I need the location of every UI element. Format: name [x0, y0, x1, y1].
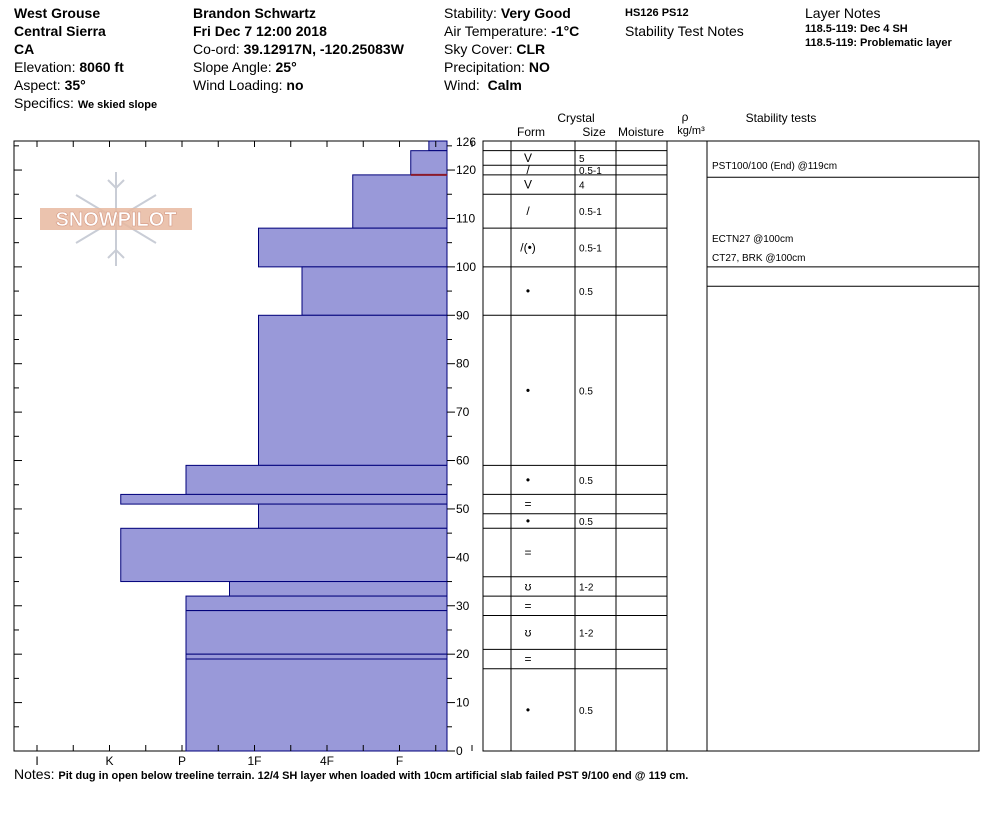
- layer-notes-title: Layer Notes: [805, 5, 881, 21]
- crystal-form-symbol: •: [525, 702, 531, 717]
- density-symbol: ρ: [681, 110, 689, 124]
- hardness-bars: [121, 141, 447, 751]
- hardness-bar: [121, 494, 447, 504]
- aspect: Aspect: 35°: [14, 77, 86, 93]
- crystal-size: 0.5-1: [579, 243, 602, 255]
- crystal-form-symbol: =: [524, 497, 532, 512]
- stability-test-result: ECTN27 @100cm: [712, 233, 794, 245]
- crystal-form-symbol: V: [523, 150, 533, 165]
- specifics: Specifics: We skied slope: [14, 95, 158, 111]
- hardness-bar: [411, 151, 447, 175]
- crystal-form-symbol: /: [526, 204, 530, 219]
- stability-test-result: CT27, BRK @100cm: [712, 253, 806, 265]
- notes-text: Pit dug in open below treeline terrain. 12/4 SH layer when loaded with 10cm artificial slab failed PST 9/100 end @ 119 cm.: [58, 770, 689, 782]
- hardness-bar: [186, 659, 447, 751]
- crystal-size: 0.5: [579, 287, 593, 299]
- observation-datetime: Fri Dec 7 12:00 2018: [193, 23, 327, 39]
- stability: Stability: Very Good: [444, 5, 571, 21]
- stability-tests: [707, 161, 979, 286]
- hs-ps: HS126 PS12: [625, 7, 689, 19]
- mountain-range: Central Sierra: [14, 23, 106, 39]
- hardness-bar: [186, 654, 447, 659]
- hardness-bar: [230, 582, 448, 597]
- hardness-bar: [429, 141, 447, 151]
- observer-name: Brandon Schwartz: [193, 5, 316, 21]
- crystal-form-symbol: •: [525, 383, 531, 398]
- hardness-bar: [121, 528, 447, 581]
- hardness-bar: [259, 228, 448, 267]
- hardness-bar: [259, 315, 448, 465]
- crystal-size: 0.5: [579, 386, 593, 398]
- hardness-label: F: [395, 754, 404, 768]
- slope-angle: Slope Angle: 25°: [193, 59, 297, 75]
- moisture-header: Moisture: [617, 125, 665, 139]
- crystal-size: 5: [579, 153, 585, 165]
- crystal-form-symbol: ʊ: [524, 625, 532, 640]
- hardness-label: K: [105, 754, 114, 768]
- size-header: Size: [582, 125, 606, 139]
- hardness-label: 4F: [319, 754, 335, 768]
- crystal-form-symbol: •: [525, 514, 531, 529]
- height-label: 10: [456, 695, 470, 710]
- hardness-bar: [302, 267, 447, 315]
- hardness-label: 1F: [247, 754, 262, 768]
- height-label: 60: [456, 453, 470, 468]
- crystal-size: 0.5-1: [579, 166, 602, 178]
- stability-tests-header: Stability tests: [745, 111, 817, 125]
- height-label: 70: [456, 405, 470, 420]
- crystal-size: 1-2: [579, 628, 594, 640]
- location-name: West Grouse: [14, 5, 101, 21]
- crystal-size: 0.5-1: [579, 207, 602, 219]
- notes-label: Notes:: [14, 766, 55, 782]
- layer-note-1: 118.5-119: Dec 4 SH: [805, 23, 908, 35]
- crystal-size: 0.5: [579, 517, 593, 529]
- crystal-table-frame: [483, 141, 979, 751]
- height-label: 100: [456, 259, 477, 274]
- height-label: 126: [456, 135, 477, 149]
- crystal-form-symbol: ʊ: [524, 579, 532, 594]
- snowpilot-logo: [40, 172, 192, 266]
- height-label: 0: [456, 744, 463, 758]
- hardness-bar: [353, 175, 447, 228]
- hardness-bar: [186, 596, 447, 611]
- crystal-form-symbol: =: [524, 652, 532, 667]
- crystal-size: 1-2: [579, 582, 594, 594]
- hardness-label: I: [35, 754, 39, 768]
- crystal-size: 0.5: [579, 475, 593, 487]
- hardness-bar: [259, 504, 448, 528]
- crystal-form-symbol: /(•): [520, 240, 536, 255]
- state: CA: [14, 41, 35, 57]
- crystal-header: Crystal: [557, 111, 595, 125]
- stability-test-notes-title: Stability Test Notes: [625, 23, 744, 39]
- height-label: 30: [456, 598, 470, 613]
- hardness-bar: [186, 611, 447, 655]
- air-temperature: Air Temperature: -1°C: [444, 23, 580, 39]
- height-label: 90: [456, 308, 470, 323]
- crystal-form-symbol: =: [524, 545, 532, 560]
- form-header: Form: [517, 125, 545, 139]
- hardness-label: P: [177, 754, 187, 768]
- height-label: 20: [456, 647, 470, 662]
- precipitation: Precipitation: NO: [444, 59, 550, 75]
- wind-loading: Wind Loading: no: [193, 77, 304, 93]
- notes: [14, 765, 688, 785]
- crystal-form-symbol: /: [526, 163, 530, 178]
- crystal-size: 4: [579, 180, 585, 192]
- crystal-form-symbol: •: [525, 472, 531, 487]
- stability-test-result: PST100/100 (End) @119cm: [712, 161, 838, 173]
- crystal-size: 0.5: [579, 705, 593, 717]
- wind: Wind: Calm: [444, 77, 522, 93]
- elevation: Elevation: 8060 ft: [14, 59, 124, 75]
- hardness-bar: [186, 465, 447, 494]
- sky-cover: Sky Cover: CLR: [444, 41, 546, 57]
- coordinates: Co-ord: 39.12917N, -120.25083W: [193, 41, 404, 57]
- height-label: 80: [456, 356, 470, 371]
- height-label: 120: [456, 163, 477, 178]
- crystal-form-symbol: =: [524, 598, 532, 613]
- density-unit: kg/m³: [677, 125, 705, 137]
- height-label: 40: [456, 550, 470, 565]
- height-label: 50: [456, 501, 470, 516]
- layer-note-2: 118.5-119: Problematic layer: [805, 37, 952, 49]
- crystal-form-symbol: V: [523, 177, 533, 192]
- crystal-form-symbol: •: [525, 284, 531, 299]
- logo-text: SNOWPILOT: [55, 209, 177, 231]
- height-label: 110: [456, 211, 476, 226]
